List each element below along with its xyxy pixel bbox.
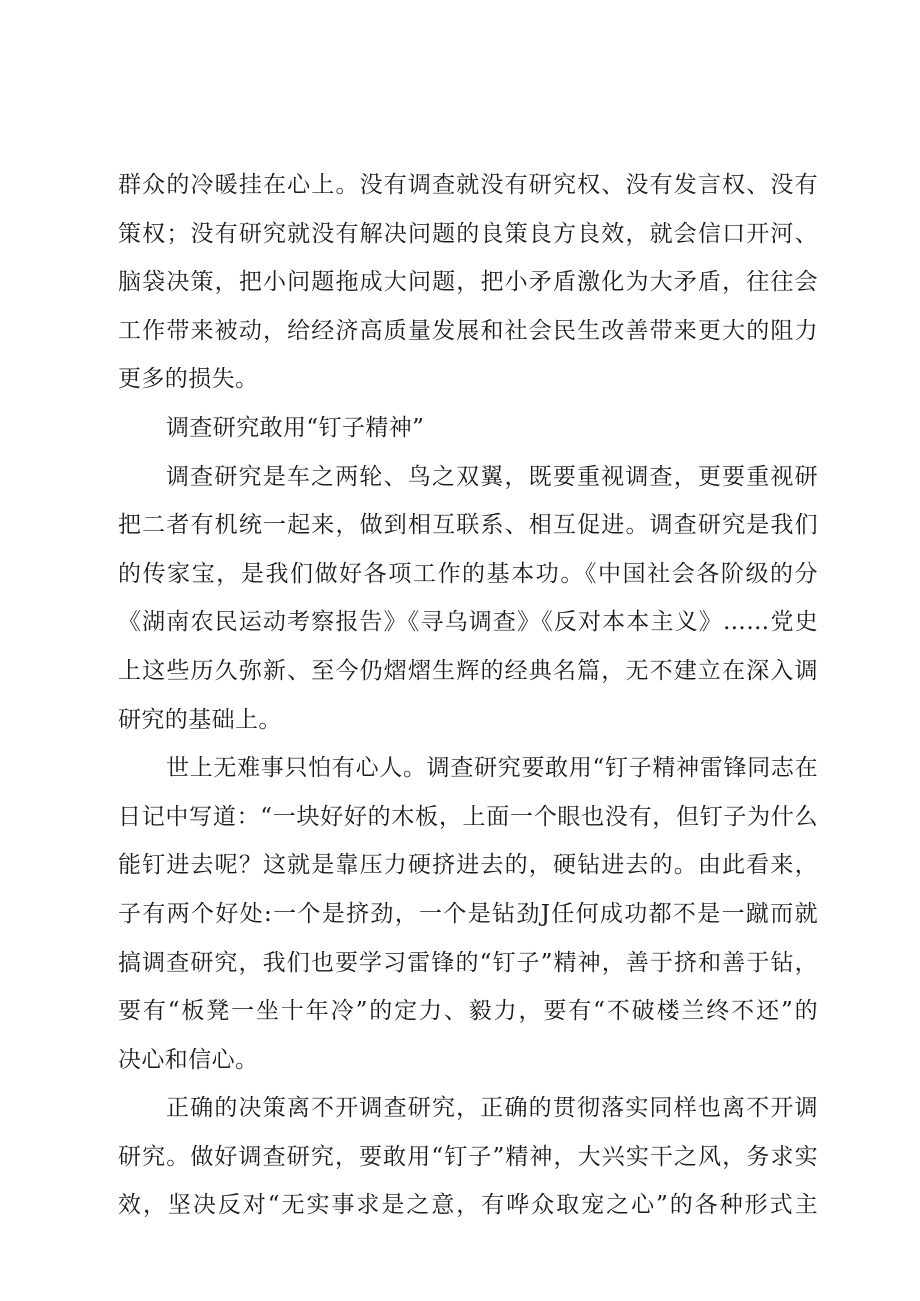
paragraph-line: 世上无难事只怕有心人。调查研究要敢用“钉子精神雷锋同志在 — [166, 755, 818, 782]
paragraph-line: 上这些历久弥新、至今仍熠熠生辉的经典名篇，无不建立在深入调 — [118, 657, 818, 684]
document-body — [118, 161, 818, 1230]
paragraph-line: 要有“板凳一坐十年冷”的定力、毅力，要有“不破楼兰终不还”的 — [118, 998, 818, 1025]
paragraph-line: 研究。做好调查研究，要敢用“钉子”精神，大兴实干之风，务求实 — [118, 1143, 818, 1170]
paragraph-line: 《湖南农民运动考察报告》《寻乌调查》《反对本本主义》……党史 — [118, 609, 818, 636]
paragraph-line: 脑袋决策，把小问题拖成大问题，把小矛盾激化为大矛盾，往往会 — [118, 269, 818, 296]
paragraph-line: 策权；没有研究就没有解决问题的良策良方良效，就会信口开河、 — [118, 220, 818, 247]
paragraph-line: 群众的冷暖挂在心上。没有调查就没有研究权、没有发言权、没有 — [118, 172, 818, 198]
paragraph-line: 正确的决策离不开调查研究，正确的贯彻落实同样也离不开调 — [166, 1095, 818, 1122]
paragraph-line: 把二者有机统一起来，做到相互联系、相互促进。调查研究是我们 — [118, 512, 818, 539]
paragraph-line: 效，坚决反对“无实事求是之意，有哗众取宠之心”的各种形式主 — [118, 1192, 818, 1219]
paragraph-line: 日记中写道：“一块好好的木板，上面一个眼也没有，但钉子为什么 — [118, 803, 818, 830]
paragraph-line: 决心和信心。 — [118, 1046, 259, 1073]
paragraph-line: 工作带来被动，给经济高质量发展和社会民生改善带来更大的阻力 — [118, 317, 818, 344]
paragraph-line: 的传家宝，是我们做好各项工作的基本功。《中国社会各阶级的分 — [118, 560, 818, 587]
paragraph-line: 子有两个好处:一个是挤劲，一个是钻劲J任何成功都不是一蹴而就 — [118, 900, 818, 927]
paragraph-line: 能钉进去呢？这就是靠压力硬挤进去的，硬钻进去的。由此看来， — [118, 852, 818, 879]
paragraph-line: 研究的基础上。 — [118, 706, 282, 733]
paragraph-line: 更多的损失。 — [118, 366, 259, 393]
section-heading: 调查研究敢用“钉子精神” — [166, 414, 425, 441]
paragraph-line: 搞调查研究，我们也要学习雷锋的“钉子”精神，善于挤和善于钻， — [118, 949, 818, 976]
paragraph-line: 调查研究是车之两轮、鸟之双翼，既要重视调查，更要重视研 — [166, 463, 818, 490]
